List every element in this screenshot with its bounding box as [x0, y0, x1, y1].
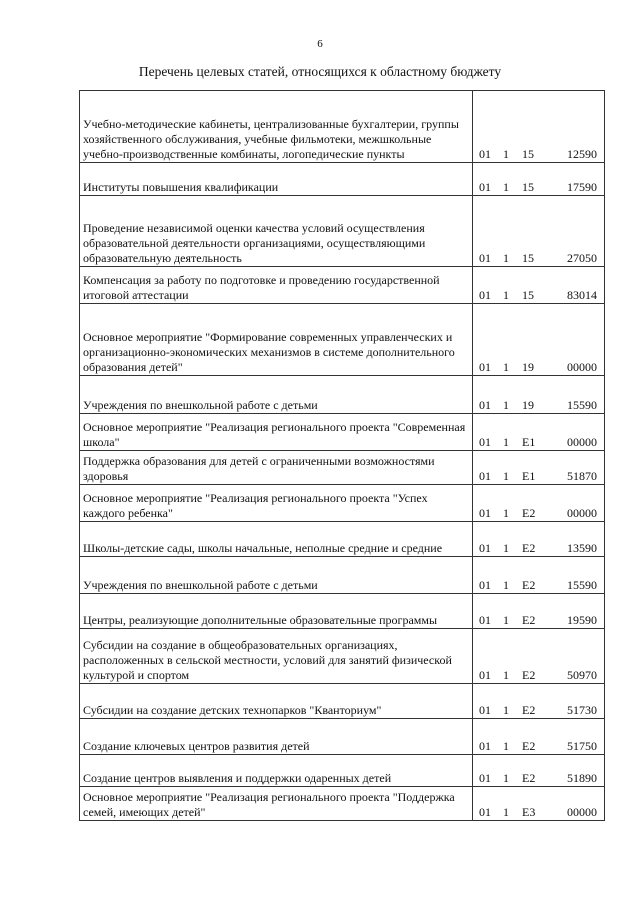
code-event: 19 [522, 360, 534, 374]
code-event: 15 [522, 288, 534, 302]
code-program: 01 [479, 147, 491, 161]
article-name: Учреждения по внешкольной работе с детьми [80, 376, 473, 414]
code-subprogram: 1 [503, 668, 509, 682]
code-event: 15 [522, 180, 534, 194]
code-direction: 15590 [567, 398, 597, 412]
code-subprogram: 1 [503, 541, 509, 555]
article-name: Поддержка образования для детей с ограниченными возможностями здоровья [80, 451, 473, 485]
table-row [80, 196, 605, 267]
code-event: E2 [522, 668, 536, 682]
code-direction: 19590 [567, 613, 597, 627]
code-subprogram: 1 [503, 435, 509, 449]
code-event: E2 [522, 578, 536, 592]
code-direction: 13590 [567, 541, 597, 555]
article-code [473, 414, 605, 451]
article-name: Основное мероприятие "Формирование современных управленческих и организационно-экономических механизмов в системе дополнительного образования детей" [80, 304, 473, 376]
code-program: 01 [479, 541, 491, 555]
article-name: Институты повышения квалификации [80, 163, 473, 196]
article-name: Проведение независимой оценки качества условий осуществления образовательной деятельности организациями, осуществляющими образовательную деятельность [80, 196, 473, 267]
target-articles-table [79, 90, 605, 821]
article-name: Компенсация за работу по подготовке и проведению государственной итоговой аттестации [80, 267, 473, 304]
table-row [80, 719, 605, 755]
code-program: 01 [479, 360, 491, 374]
article-code [473, 629, 605, 684]
code-direction: 27050 [567, 251, 597, 265]
table-row [80, 594, 605, 629]
article-code [473, 451, 605, 485]
code-program: 01 [479, 578, 491, 592]
article-code [473, 787, 605, 821]
table-row [80, 787, 605, 821]
code-event: 15 [522, 147, 534, 161]
code-program: 01 [479, 703, 491, 717]
table-row [80, 267, 605, 304]
code-direction: 00000 [567, 805, 597, 819]
code-direction: 51870 [567, 469, 597, 483]
table-row [80, 414, 605, 451]
code-direction: 00000 [567, 360, 597, 374]
code-direction: 51750 [567, 739, 597, 753]
code-event: 15 [522, 251, 534, 265]
code-event: E2 [522, 541, 536, 555]
code-program: 01 [479, 398, 491, 412]
table-row [80, 304, 605, 376]
article-code [473, 684, 605, 719]
code-event: E2 [522, 739, 536, 753]
article-code [473, 267, 605, 304]
code-subprogram: 1 [503, 180, 509, 194]
article-code [473, 522, 605, 557]
code-subprogram: 1 [503, 771, 509, 785]
table-row [80, 376, 605, 414]
article-name: Школы-детские сады, школы начальные, неполные средние и средние [80, 522, 473, 557]
table-row [80, 557, 605, 594]
article-name: Создание ключевых центров развития детей [80, 719, 473, 755]
code-subprogram: 1 [503, 703, 509, 717]
code-direction: 00000 [567, 435, 597, 449]
code-subprogram: 1 [503, 398, 509, 412]
code-event: E2 [522, 771, 536, 785]
code-direction: 12590 [567, 147, 597, 161]
code-direction: 51890 [567, 771, 597, 785]
code-program: 01 [479, 668, 491, 682]
code-subprogram: 1 [503, 360, 509, 374]
code-program: 01 [479, 469, 491, 483]
code-program: 01 [479, 506, 491, 520]
article-code [473, 719, 605, 755]
article-code [473, 755, 605, 787]
code-direction: 15590 [567, 578, 597, 592]
code-subprogram: 1 [503, 469, 509, 483]
code-program: 01 [479, 288, 491, 302]
article-code [473, 304, 605, 376]
code-event: E2 [522, 703, 536, 717]
table-row [80, 522, 605, 557]
table-row [80, 629, 605, 684]
article-name: Учреждения по внешкольной работе с детьми [80, 557, 473, 594]
code-subprogram: 1 [503, 147, 509, 161]
code-event: E1 [522, 435, 536, 449]
code-subprogram: 1 [503, 613, 509, 627]
article-name: Центры, реализующие дополнительные образовательные программы [80, 594, 473, 629]
code-program: 01 [479, 613, 491, 627]
article-name: Субсидии на создание детских технопарков "Кванториум" [80, 684, 473, 719]
table-row [80, 755, 605, 787]
code-event: E1 [522, 469, 536, 483]
code-program: 01 [479, 771, 491, 785]
table-row [80, 485, 605, 522]
code-event: E2 [522, 613, 536, 627]
code-program: 01 [479, 739, 491, 753]
article-code [473, 163, 605, 196]
code-event: E2 [522, 506, 536, 520]
article-code [473, 485, 605, 522]
table-row [80, 451, 605, 485]
code-direction: 51730 [567, 703, 597, 717]
code-subprogram: 1 [503, 288, 509, 302]
article-code [473, 91, 605, 163]
code-program: 01 [479, 251, 491, 265]
article-code [473, 594, 605, 629]
article-name: Учебно-методические кабинеты, централизованные бухгалтерии, группы хозяйственного обслуживания, учебные фильмотеки, межшкольные учебно-производственные комбинаты, логопедические пункты [80, 91, 473, 163]
code-event: E3 [522, 805, 536, 819]
code-subprogram: 1 [503, 739, 509, 753]
code-subprogram: 1 [503, 506, 509, 520]
table-row [80, 684, 605, 719]
article-name: Основное мероприятие "Реализация регионального проекта "Современная школа" [80, 414, 473, 451]
document-title: Перечень целевых статей, относящихся к областному бюджету [138, 64, 502, 79]
code-program: 01 [479, 805, 491, 819]
article-name: Основное мероприятие "Реализация регионального проекта "Успех каждого ребенка" [80, 485, 473, 522]
article-code [473, 557, 605, 594]
table-row [80, 91, 605, 163]
code-direction: 50970 [567, 668, 597, 682]
article-code [473, 196, 605, 267]
article-name: Основное мероприятие "Реализация регионального проекта "Поддержка семей, имеющих детей" [80, 787, 473, 821]
article-code [473, 376, 605, 414]
table-row [80, 163, 605, 196]
code-program: 01 [479, 435, 491, 449]
page-number: 6 [317, 38, 323, 50]
code-direction: 17590 [567, 180, 597, 194]
code-subprogram: 1 [503, 805, 509, 819]
code-direction: 83014 [567, 288, 597, 302]
code-event: 19 [522, 398, 534, 412]
code-direction: 00000 [567, 506, 597, 520]
code-subprogram: 1 [503, 251, 509, 265]
article-name: Субсидии на создание в общеобразовательных организациях, расположенных в сельской местности, условий для занятий физической культурой и спортом [80, 629, 473, 684]
article-name: Создание центров выявления и поддержки одаренных детей [80, 755, 473, 787]
code-subprogram: 1 [503, 578, 509, 592]
code-program: 01 [479, 180, 491, 194]
